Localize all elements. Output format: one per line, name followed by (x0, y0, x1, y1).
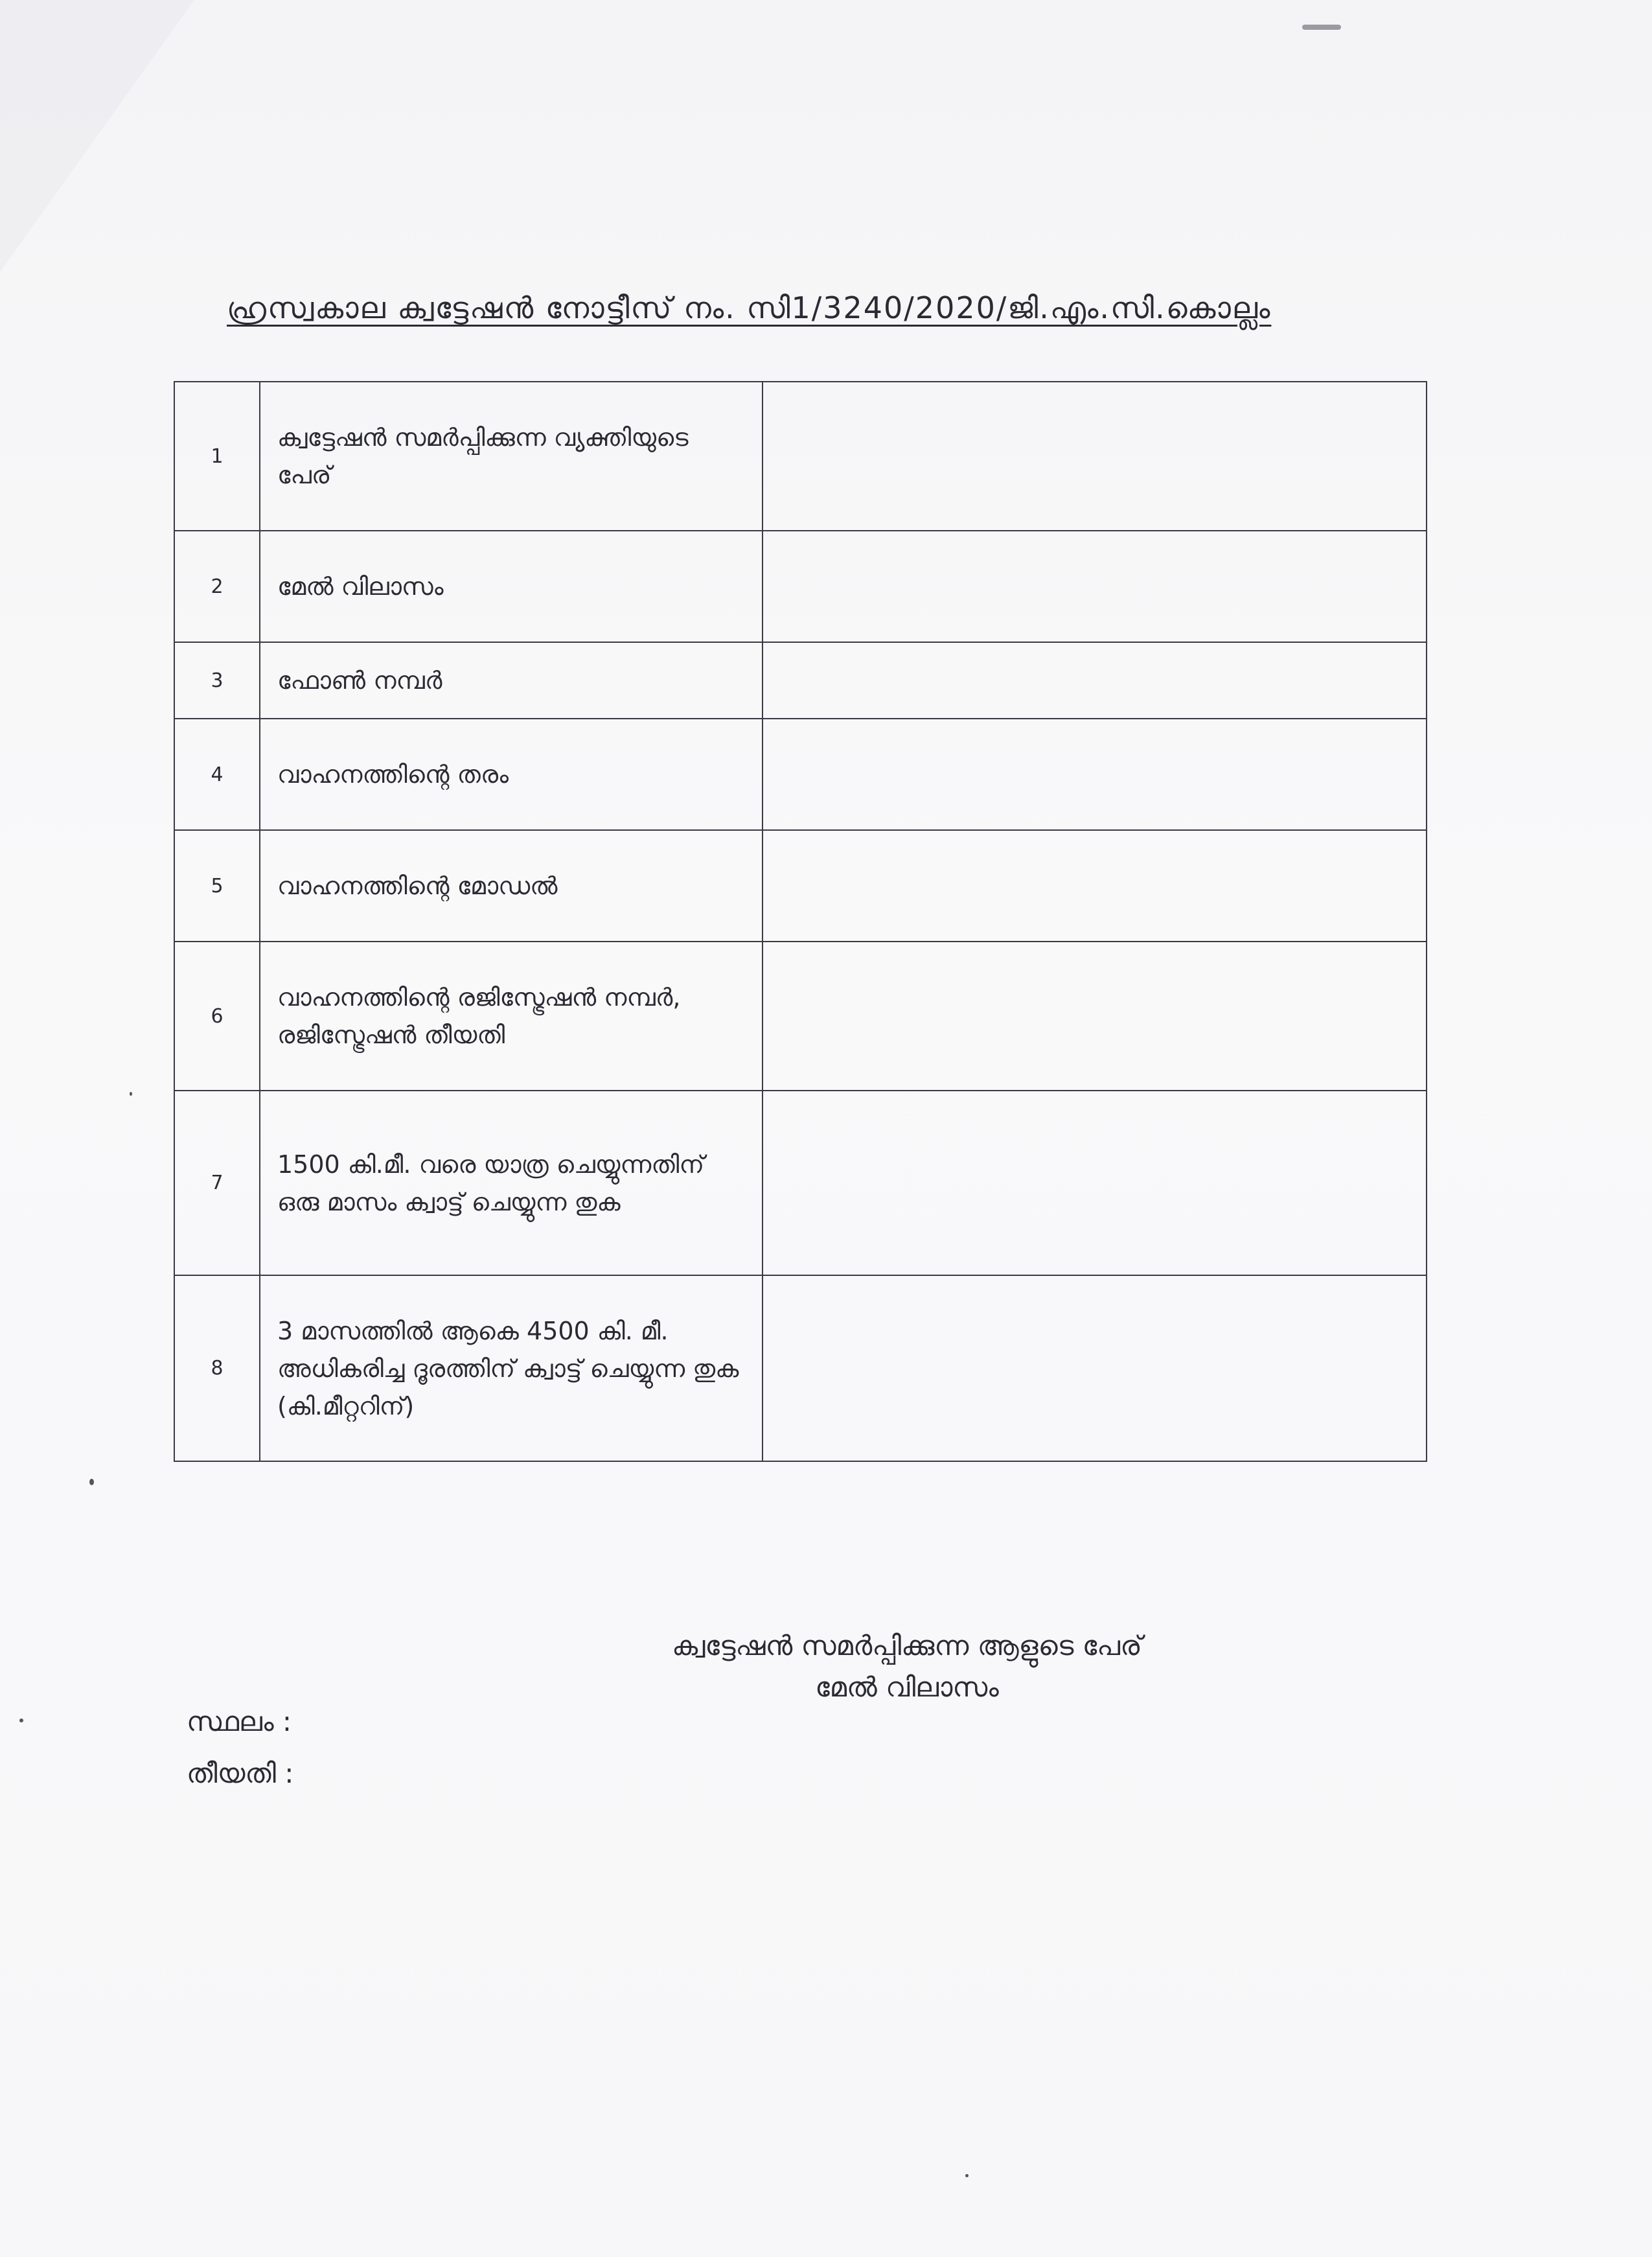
row-number: 8 (174, 1275, 260, 1461)
row-label: ക്വട്ടേഷൻ സമർപ്പിക്കുന്ന വ്യക്തിയുടെ പേര് (260, 382, 763, 531)
scan-speck (19, 1719, 23, 1722)
table-row (174, 1275, 1427, 1461)
table-row (174, 719, 1427, 830)
quotation-form-table (174, 381, 1427, 1462)
scan-speck (1302, 25, 1341, 30)
answer-cell[interactable] (763, 942, 1427, 1091)
row-label: വാഹനത്തിന്റെ മോഡൽ (260, 830, 763, 942)
row-number: 6 (174, 942, 260, 1091)
row-number: 1 (174, 382, 260, 531)
scan-speck (130, 1092, 132, 1096)
row-label: മേൽ വിലാസം (260, 531, 763, 642)
answer-cell[interactable] (763, 1091, 1427, 1275)
row-label: 3 മാസത്തിൽ ആകെ 4500 കി. മീ. അധികരിച്ച ദൂരത്തിന് ക്വാട്ട് ചെയ്യുന്ന തുക (കി.മീറ്ററിന്) (260, 1275, 763, 1461)
answer-cell[interactable] (763, 719, 1427, 830)
notice-title: ഹ്രസ്വകാല ക്വട്ടേഷൻ നോട്ടീസ് നം. സി1/3240/2020/ജി.എം.സി.കൊല്ലം (227, 290, 1272, 325)
row-label: 1500 കി.മീ. വരെ യാത്ര ചെയ്യുന്നതിന് ഒരു മാസം ക്വാട്ട് ചെയ്യുന്ന തുക (260, 1091, 763, 1275)
row-label: വാഹനത്തിന്റെ തരം (260, 719, 763, 830)
row-label: വാഹനത്തിന്റെ രജിസ്ട്രേഷൻ നമ്പർ, രജിസ്ട്രേഷൻ തീയതി (260, 942, 763, 1091)
signature-block (583, 1625, 1231, 1708)
row-number: 4 (174, 719, 260, 830)
date-label: തീയതി : (187, 1757, 294, 1789)
scan-speck (965, 2174, 969, 2177)
signature-address-label: മേൽ വിലാസം (815, 1671, 999, 1703)
answer-cell[interactable] (763, 1275, 1427, 1461)
table-row (174, 642, 1427, 719)
table-row (174, 382, 1427, 531)
table-row (174, 830, 1427, 942)
answer-cell[interactable] (763, 531, 1427, 642)
place-label: സ്ഥലം : (187, 1706, 292, 1737)
row-number: 3 (174, 642, 260, 719)
table-row (174, 942, 1427, 1091)
answer-cell[interactable] (763, 830, 1427, 942)
row-number: 7 (174, 1091, 260, 1275)
paper-fold-shadow (0, 0, 194, 272)
answer-cell[interactable] (763, 642, 1427, 719)
table-row (174, 531, 1427, 642)
row-number: 5 (174, 830, 260, 942)
row-number: 2 (174, 531, 260, 642)
scan-speck (89, 1479, 94, 1485)
table-row (174, 1091, 1427, 1275)
answer-cell[interactable] (763, 382, 1427, 531)
row-label: ഫോൺ നമ്പർ (260, 642, 763, 719)
signature-name-label: ക്വട്ടേഷൻ സമർപ്പിക്കുന്ന ആളുടെ പേര് (672, 1630, 1142, 1661)
